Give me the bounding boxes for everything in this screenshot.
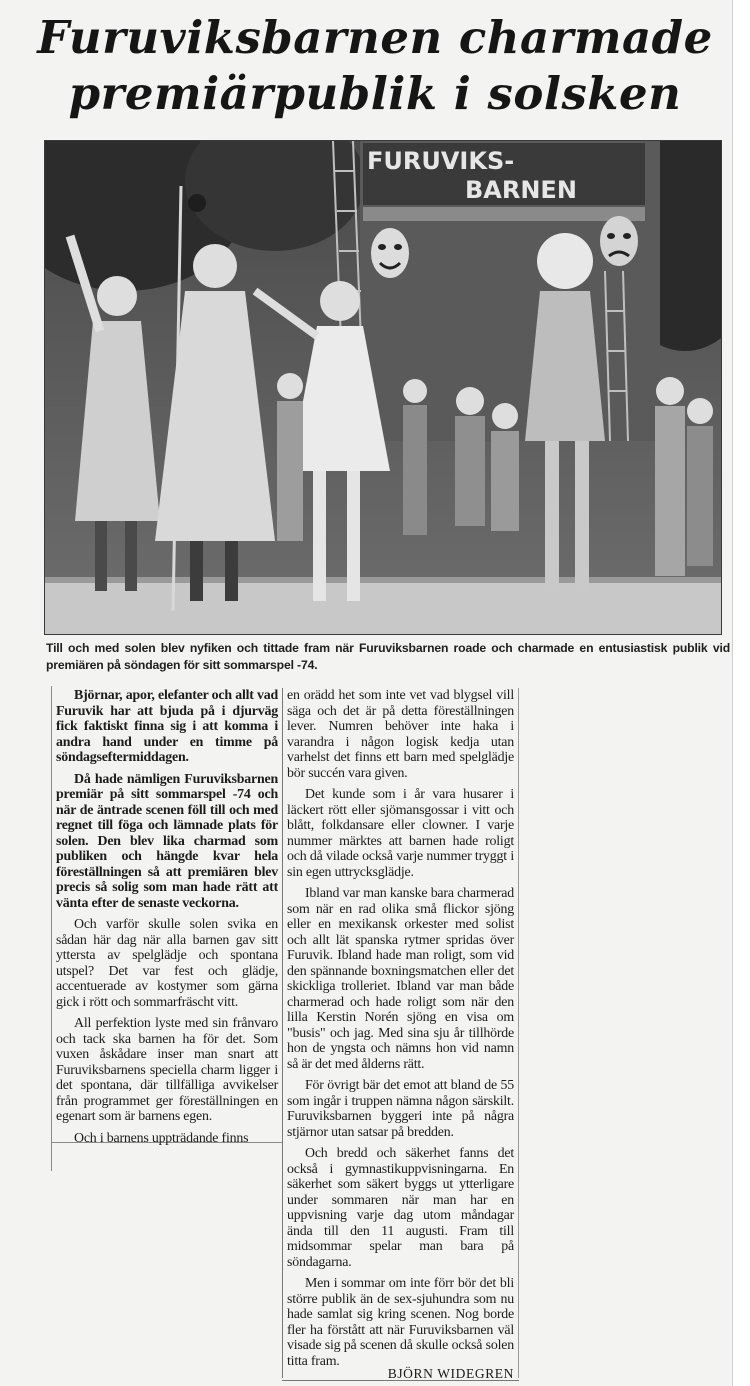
article-paragraph: Då hade nämligen Furuviksbarnen premiär på sitt sommarspel -74 och när de äntrade scenen föll till och med regnet till föga och lämnade plats för solen. Den blev lika charmad som publiken och hängde kvar hela föreställningen så att premiären blev precis så solig som man hade rätt att vänta efter de senaste veckorna. [56, 771, 278, 911]
article-paragraph: Det kunde som i år vara husarer i läckert rött eller sjömansgossar i vitt och blått, folkdansare eller clowner. I varje nummer märktes att barnen hade roligt och då vilade också varje nummer tryggt i sin egen uttrycksglädje. [287, 787, 514, 880]
article-column-left [56, 688, 278, 1198]
article-paragraph: För övrigt bär det emot att bland de 55 som ingår i truppen nämna någon särskilt. Furuviksbarnen byggeri inte på några stjärnor utan satsar på bredden. [287, 1078, 514, 1140]
article-paragraph: Och varför skulle solen svika en sådan här dag när alla barnen gav sitt yttersta av spelglädje och spontana utspel? Det var fest och glädje, accentuerade av kostymer som gärna gick i rött och sommarfräscht vitt. [56, 917, 278, 1010]
article-paragraph: Och i barnens uppträdande finns [74, 1130, 249, 1146]
article-column-right [287, 688, 514, 1378]
column-rule-right [518, 688, 519, 1378]
column-rule-middle [282, 688, 283, 1378]
headline [20, 10, 730, 122]
article-paragraph: Men i sommar om inte förr bör det bli större publik än de sex-sjuhundra som nu hade samlat sig kring scenen. Nog borde fler ha förstått att när Furuviksbarnen väl visade sig på scenen då skulle också solen titta fram. [287, 1276, 514, 1369]
photo-caption: Till och med solen blev nyfiken och tittade fram när Furuviksbarnen roade och charmade en entusiastisk publik vid premiären på söndagen för sitt sommarspel -74. [46, 641, 730, 672]
headline-line-1: Furuviksbarnen charmade [37, 11, 713, 64]
page-edge [732, 0, 750, 1386]
article-paragraph: Och bredd och säkerhet fanns det också i gymnastikuppvisningarna. En säkerhet som säkert byggs ut ytterligare under sommaren när man har en uppvisning varje dag utom måndagar ända till den 11 augusti. Fram till midsommar spelar man bara på söndagarna. [287, 1146, 514, 1270]
article-paragraph: Björnar, apor, elefanter och allt vad Furuvik har att bjuda på i djurväg fick faktiskt finna sig i att komma i andra hand under en timme på söndagseftermiddagen. [56, 688, 278, 765]
article-paragraph: Ibland var man kanske bara charmerad som när en rad olika små flickor sjöng eller en mexikansk orkester med solist och allt lät spanska rytmer spridas över Furuvik. Ibland hade man roligt, som vid den spännande boxningsmatchen eller det skickliga trolleriet. Ibland var man både charmerad och hade roligt som när den lilla Kerstin Norén sjöng en visa om "busis" och jag. Med sina sju år tillhörde hon de yngsta och nämns hon vid namn så är det med ålderns rätt. [287, 886, 514, 1072]
column-rule-left [51, 686, 52, 1171]
headline-line-2: premiärpublik i solsken [68, 67, 682, 120]
article-paragraph: All perfektion lyste med sin frånvaro och tack ska barnen ha för det. Som vuxen åskådare inser man snart att Furuviksbarnens speciella charm ligger i det spontana, där tillfälliga avvikelser från programmet ger föreställningen en egenart som är barnens egen. [56, 1016, 278, 1124]
article-paragraph: en orädd het som inte vet vad blygsel vill säga och det är på detta föreställningen lever. Numren behöver inte haka i varandra i någon logisk kedja utan varhelst det finns ett barn med spelglädje bör succén vara given. [287, 688, 514, 781]
byline: BJÖRN WIDEGREN [387, 1366, 514, 1381]
news-photo [44, 140, 722, 635]
sign-text-2: BARNEN [465, 176, 577, 204]
sign-text-1: FURUVIKS- [367, 147, 515, 175]
